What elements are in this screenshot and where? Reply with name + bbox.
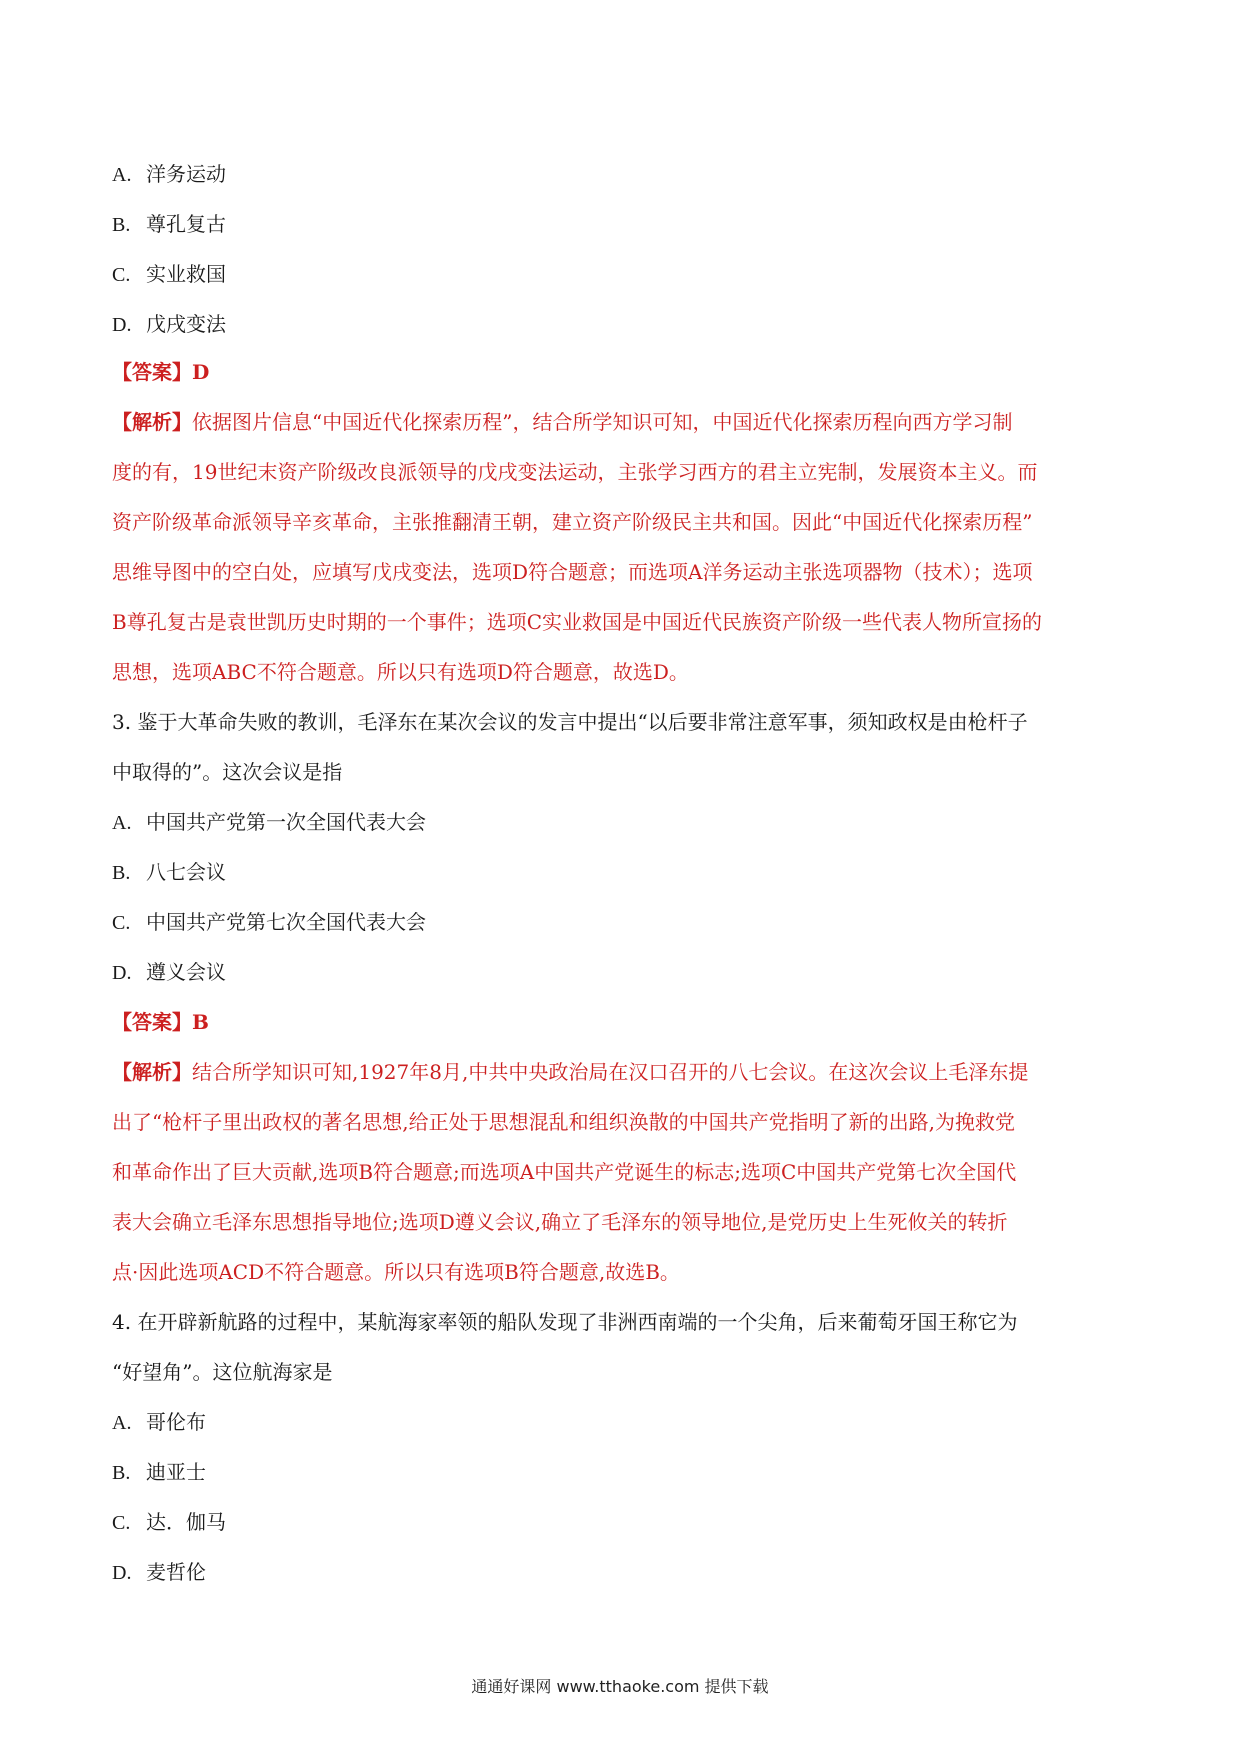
q4-option-d — [112, 1558, 1142, 1587]
q2-explanation-line-1 — [112, 408, 1142, 436]
q2-explanation-line-3: 资产阶级革命派领导辛亥革命，主张推翻清王朝，建立资产阶级民主共和国。因此“中国近代化探索历程” — [112, 510, 1033, 534]
option-text: 洋务运动 — [146, 162, 226, 186]
q3-option-a — [112, 808, 1142, 837]
answer-tag: 【答案】 — [112, 1010, 192, 1034]
q3-explanation-line-4: 表大会确立毛泽东思想指导地位;选项D遵义会议,确立了毛泽东的领导地位,是党历史上生死攸关的转折 — [112, 1210, 1008, 1234]
q2-explanation-line-2: 度的有，19世纪末资产阶级改良派领导的戊戌变法运动，主张学习西方的君主立宪制，发展资本主义。而 — [112, 460, 1038, 484]
answer-tag: 【答案】 — [112, 360, 192, 384]
option-text: 实业救国 — [146, 262, 226, 286]
option-letter: C. — [112, 912, 131, 934]
q4-question-line-2: “好望角”。这位航海家是 — [112, 1360, 333, 1384]
q3-option-c — [112, 908, 1142, 937]
q4-option-b — [112, 1458, 1142, 1487]
q4-option-a — [112, 1408, 1142, 1437]
explanation-tag: 【解析】 — [112, 1060, 192, 1084]
q2-option-b — [112, 210, 1142, 239]
q3-answer — [112, 1008, 1142, 1036]
option-text: 达．伽马 — [146, 1510, 226, 1534]
q3-question-line-2: 中取得的”。这次会议是指 — [112, 760, 343, 784]
option-letter: C. — [112, 1512, 131, 1534]
q4-option-c — [112, 1508, 1142, 1537]
option-letter: A. — [112, 164, 132, 186]
q2-option-a — [112, 160, 1142, 189]
q3-option-b — [112, 858, 1142, 887]
explanation-tag: 【解析】 — [112, 410, 192, 434]
option-text: 麦哲伦 — [146, 1560, 206, 1584]
answer-value: B — [192, 1010, 209, 1034]
q3-explanation-line-2: 出了“枪杆子里出政权的著名思想,给正处于思想混乱和组织涣散的中国共产党指明了新的出路,为挽救党 — [112, 1110, 1015, 1134]
q3-question-line-1: 3. 鉴于大革命失败的教训，毛泽东在某次会议的发言中提出“以后要非常注意军事，须知政权是由枪杆子 — [112, 710, 1028, 734]
option-text: 迪亚士 — [146, 1460, 206, 1484]
option-letter: D. — [112, 314, 132, 336]
option-text: 遵义会议 — [146, 960, 226, 984]
option-letter: B. — [112, 1462, 131, 1484]
q2-answer — [112, 358, 1142, 386]
option-letter: B. — [112, 862, 131, 884]
explanation-text: 结合所学知识可知,1927年8月,中共中央政治局在汉口召开的八七会议。在这次会议上毛泽东提 — [192, 1060, 1029, 1084]
option-letter: A. — [112, 812, 132, 834]
q2-option-d — [112, 310, 1142, 339]
answer-value: D — [192, 360, 210, 384]
q2-option-c — [112, 260, 1142, 289]
option-text: 戊戌变法 — [146, 312, 226, 336]
q2-explanation-line-6: 思想，选项ABC不符合题意。所以只有选项D符合题意，故选D。 — [112, 660, 689, 684]
option-letter: A. — [112, 1412, 132, 1434]
q3-explanation-line-3: 和革命作出了巨大贡献,选项B符合题意;而选项A中国共产党诞生的标志;选项C中国共产党第七次全国代 — [112, 1160, 1017, 1184]
explanation-text: 依据图片信息“中国近代化探索历程”，结合所学知识可知，中国近代化探索历程向西方学习制 — [192, 410, 1013, 434]
option-text: 哥伦布 — [146, 1410, 206, 1434]
option-text: 中国共产党第一次全国代表大会 — [146, 810, 426, 834]
page-footer: 通通好课网 www.tthaoke.com 提供下载 — [471, 1677, 769, 1696]
option-text: 八七会议 — [146, 860, 226, 884]
option-text: 中国共产党第七次全国代表大会 — [146, 910, 426, 934]
q3-explanation-line-1 — [112, 1058, 1142, 1086]
q3-option-d — [112, 958, 1142, 987]
q3-explanation-line-5: 点·因此选项ACD不符合题意。所以只有选项B符合题意,故选B。 — [112, 1260, 680, 1284]
option-letter: C. — [112, 264, 131, 286]
option-letter: D. — [112, 962, 132, 984]
option-text: 尊孔复古 — [146, 212, 226, 236]
option-letter: D. — [112, 1562, 132, 1584]
q2-explanation-line-5: B尊孔复古是袁世凯历史时期的一个事件；选项C实业救国是中国近代民族资产阶级一些代表人物所宣扬的 — [112, 610, 1042, 634]
q4-question-line-1: 4. 在开辟新航路的过程中，某航海家率领的船队发现了非洲西南端的一个尖角，后来葡萄牙国王称它为 — [112, 1310, 1018, 1334]
q2-explanation-line-4: 思维导图中的空白处，应填写戊戌变法，选项D符合题意；而选项A洋务运动主张选项器物（技术）；选项 — [112, 560, 1033, 584]
option-letter: B. — [112, 214, 131, 236]
